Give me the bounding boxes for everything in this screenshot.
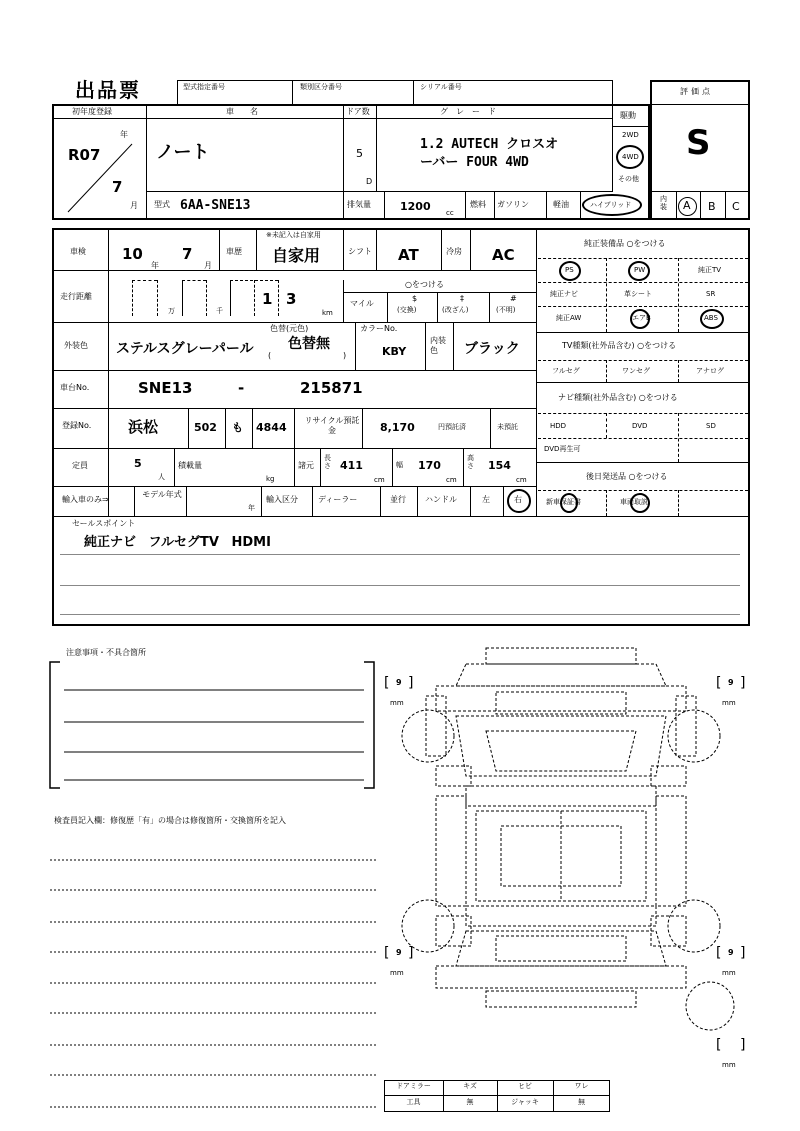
registration-kana: も: [232, 421, 243, 434]
tire-bracket-spare-open: [: [716, 1037, 722, 1053]
inspection-month-unit: 月: [204, 261, 212, 270]
tire-unit-fl: mm: [390, 699, 404, 707]
tire-bracket-rl-close: ]: [408, 945, 414, 961]
displacement-value: 1200: [400, 200, 431, 213]
class-no-label: 類別区分番号: [300, 83, 342, 91]
tire-bracket-fl-open: [: [384, 675, 390, 691]
length-unit: cm: [374, 476, 385, 484]
interior-label: 内装: [660, 195, 667, 212]
drive-4wd-circle: [616, 145, 644, 169]
history-label: 車歴: [226, 247, 242, 256]
chassis-dash: -: [238, 379, 245, 397]
equip-tv: 純正TV: [698, 266, 722, 274]
equip-airbag-circle: [630, 309, 650, 329]
equipment-title: 純正装備品 ○をつける: [584, 239, 666, 248]
inspection-month: 7: [182, 245, 193, 263]
docs-warranty: 新車保証書: [546, 498, 581, 506]
handle-label: ハンドル: [425, 495, 457, 504]
navi-dvd-play: DVD再生可: [544, 445, 581, 453]
equip-sr: SR: [706, 290, 716, 298]
fuel-hybrid: ハイブリッド: [590, 201, 632, 209]
sales-point-text: 純正ナビ フルセグTV HDMI: [84, 535, 271, 550]
width-unit: cm: [446, 476, 457, 484]
legend-header-scratch: キズ: [463, 1082, 477, 1090]
tv-analog: アナログ: [696, 367, 724, 375]
cc-unit: cc: [446, 209, 454, 217]
mileage-mark-label: ○をつける: [405, 280, 444, 289]
inspector-lines: [46, 840, 378, 1120]
tire-unit-fr: mm: [722, 699, 736, 707]
mileage-unknown-symbol: #: [510, 294, 517, 303]
car-name-label: 車名: [226, 107, 274, 116]
import-type-label: 輸入区分: [266, 495, 298, 504]
mileage-unit-man: 万: [168, 307, 175, 315]
inspector-label: 検査員記入欄：修復歴「有」の場合は修復箇所・交換箇所を記入: [54, 816, 286, 825]
tire-bracket-spare-close: ]: [740, 1037, 746, 1053]
mileage-altered: (改ざん): [442, 306, 469, 314]
drive-other: その他: [618, 175, 639, 183]
equip-pw: PW: [634, 266, 646, 274]
height-unit: cm: [516, 476, 527, 484]
docs-warranty-circle: [560, 493, 578, 513]
legend-jack-value: 無: [578, 1098, 585, 1106]
first-reg-month: 7: [112, 178, 123, 196]
form-title: 出品票: [75, 78, 141, 102]
history-note: ※未記入は自家用: [266, 231, 321, 239]
notes-label: 注意事項・不具合箇所: [66, 648, 146, 657]
interior-c: C: [732, 200, 740, 213]
score-label: 評価点: [680, 87, 713, 96]
doors-value: 5: [356, 147, 363, 160]
docs-manual-circle: [630, 493, 650, 513]
first-reg-label: 初年度登録: [72, 107, 112, 116]
ac-value: AC: [492, 246, 515, 264]
registration-label: 登録No.: [62, 421, 92, 430]
equip-aw: 純正AW: [556, 314, 582, 322]
legend-header-break: ワレ: [574, 1082, 589, 1090]
interior-color-value: ブラック: [464, 341, 520, 357]
recycle-unpaid: 未預託: [497, 423, 518, 431]
tire-unit-rl: mm: [390, 969, 404, 977]
tv-fullseg: フルセグ: [552, 367, 580, 375]
tire-unit-spare: mm: [722, 1061, 736, 1069]
mileage-digit-2: 3: [286, 290, 297, 308]
navi-hdd: HDD: [550, 422, 567, 430]
interior-b: B: [708, 200, 716, 213]
recycle-paid: 円預託済: [438, 423, 466, 431]
capacity-unit: 人: [158, 473, 165, 481]
displacement-label: 排気量: [347, 200, 371, 209]
fuel-diesel: 軽油: [553, 200, 569, 209]
month-unit: 月: [130, 201, 138, 210]
legend-header-crack: ヒビ: [518, 1082, 532, 1090]
chassis-label: 車台No.: [60, 383, 90, 392]
dims-label: 諸元: [298, 461, 314, 470]
navi-title: ナビ種類(社外品含む) ○をつける: [558, 393, 678, 402]
drive-2wd: 2WD: [622, 131, 639, 139]
mileage-digit-1: 1: [262, 290, 273, 308]
model-type: 6AA-SNE13: [180, 198, 251, 213]
registration-number: 4844: [256, 421, 287, 434]
shift-value: AT: [398, 246, 419, 264]
repaint-paren-close: ): [343, 351, 347, 360]
reg-divider-slash: [60, 124, 140, 216]
equip-leather: 革シート: [624, 290, 652, 298]
history-value: 自家用: [272, 246, 321, 265]
mileage-mile: マイル: [350, 299, 374, 308]
type-label: 型式: [154, 200, 170, 209]
load-unit: kg: [266, 475, 275, 483]
load-label: 積載量: [178, 461, 202, 470]
tire-depth-rr: 9: [728, 948, 734, 957]
tire-bracket-rr-close: ]: [740, 945, 746, 961]
fuel-hybrid-circle: [582, 194, 642, 216]
navi-sd: SD: [706, 422, 716, 430]
mileage-exchange-symbol: $: [412, 294, 418, 303]
car-name: ノート: [156, 142, 210, 163]
import-parallel: 並行: [390, 495, 406, 504]
length-value: 411: [340, 459, 363, 472]
registration-region: 浜松: [128, 418, 159, 436]
equip-airbag: エアB: [632, 314, 651, 322]
height-label: 高さ: [467, 454, 474, 471]
sales-point-label: セールスポイント: [72, 519, 136, 528]
recycle-value: 8,170: [380, 421, 415, 434]
legend-jack: ジャッキ: [511, 1098, 539, 1106]
model-year-unit: 年: [248, 504, 255, 512]
equip-ps-circle: [559, 261, 581, 281]
tire-unit-rr: mm: [722, 969, 736, 977]
length-label: 長さ: [324, 454, 331, 471]
drive-label: 駆動: [620, 111, 636, 120]
year-unit: 年: [120, 130, 128, 139]
model-no-label: 型式指定番号: [183, 83, 225, 91]
car-damage-diagram: [396, 636, 736, 1056]
ac-label: 冷房: [446, 247, 462, 256]
tire-depth-fl: 9: [396, 678, 402, 687]
exterior-label: 外装色: [64, 341, 88, 350]
exterior-color: ステルスグレーパール: [116, 341, 254, 357]
legend-tool-value: 無: [466, 1098, 474, 1106]
tire-bracket-rr-open: [: [716, 945, 722, 961]
capacity-label: 定員: [72, 461, 88, 470]
grade-line-1: 1.2 AUTECH クロスオ: [420, 137, 559, 152]
interior-a: A: [683, 199, 691, 212]
tv-title: TV種類(社外品含む) ○をつける: [562, 341, 677, 350]
legend-tool: 工具: [406, 1098, 421, 1106]
repaint-value: 色替無: [288, 336, 330, 352]
color-no-value: KBY: [382, 345, 407, 358]
handle-right-circle: [507, 489, 531, 513]
serial-label: シリアル番号: [420, 83, 462, 91]
tire-bracket-fr-open: [: [716, 675, 722, 691]
model-year-label: モデル年式: [142, 490, 182, 499]
tire-bracket-rl-open: [: [384, 945, 390, 961]
height-value: 154: [488, 459, 511, 472]
inspection-label: 車検: [70, 247, 86, 256]
capacity-value: 5: [134, 457, 142, 470]
mileage-altered-symbol: ‡: [460, 294, 464, 303]
doors-unit: D: [366, 177, 373, 186]
handle-left: 左: [482, 495, 490, 504]
tv-oneseg: ワンセグ: [622, 367, 650, 375]
recycle-label: リサイクル預託金: [304, 416, 360, 435]
import-dealer: ディーラー: [318, 495, 358, 504]
fuel-gasoline: ガソリン: [497, 200, 529, 209]
docs-manual: 車両取説: [620, 498, 648, 506]
grade-label: グレード: [440, 107, 504, 116]
import-label: 輸入車のみ⇒: [62, 495, 109, 504]
mileage-unit-sen: 千: [216, 307, 223, 315]
interior-color-label: 内装色: [430, 336, 446, 356]
inspection-year: 10: [122, 245, 143, 263]
equip-abs-circle: [700, 309, 724, 329]
inspection-year-unit: 年: [151, 261, 159, 270]
fuel-label: 燃料: [470, 200, 486, 209]
equip-ps: PS: [565, 266, 574, 274]
width-label: 幅: [396, 461, 403, 469]
interior-a-circle: [678, 197, 697, 216]
grade-line-2: ーバー FOUR 4WD: [420, 155, 529, 170]
first-reg-year: R07: [68, 146, 101, 164]
doors-label: ドア数: [346, 107, 370, 116]
registration-class: 502: [194, 421, 217, 434]
shift-label: シフト: [348, 247, 372, 256]
color-no-label: カラーNo.: [360, 324, 398, 333]
mileage-exchange: (交換): [397, 306, 417, 314]
equip-pw-circle: [628, 261, 650, 281]
handle-right: 右: [514, 495, 522, 504]
tire-bracket-fl-close: ]: [408, 675, 414, 691]
score-value: S: [686, 123, 711, 163]
mileage-label: 走行距離: [60, 292, 92, 301]
docs-title: 後日発送品 ○をつける: [586, 472, 668, 481]
chassis-prefix: SNE13: [138, 379, 193, 397]
notes-bracket: [44, 656, 380, 796]
mileage-unit-km: km: [322, 309, 333, 317]
width-value: 170: [418, 459, 441, 472]
equip-abs: ABS: [704, 314, 718, 322]
drive-4wd: 4WD: [622, 153, 639, 161]
equip-navi: 純正ナビ: [550, 290, 578, 298]
chassis-number: 215871: [300, 379, 363, 397]
repaint-label: 色替(元色): [270, 324, 309, 333]
repaint-paren-open: (: [268, 351, 272, 360]
tire-bracket-fr-close: ]: [740, 675, 746, 691]
legend-header-mirror: ドアミラー: [396, 1082, 431, 1090]
tire-depth-fr: 9: [728, 678, 734, 687]
tire-depth-rl: 9: [396, 948, 402, 957]
navi-dvd: DVD: [632, 422, 648, 430]
mileage-unknown: (不明): [496, 306, 516, 314]
